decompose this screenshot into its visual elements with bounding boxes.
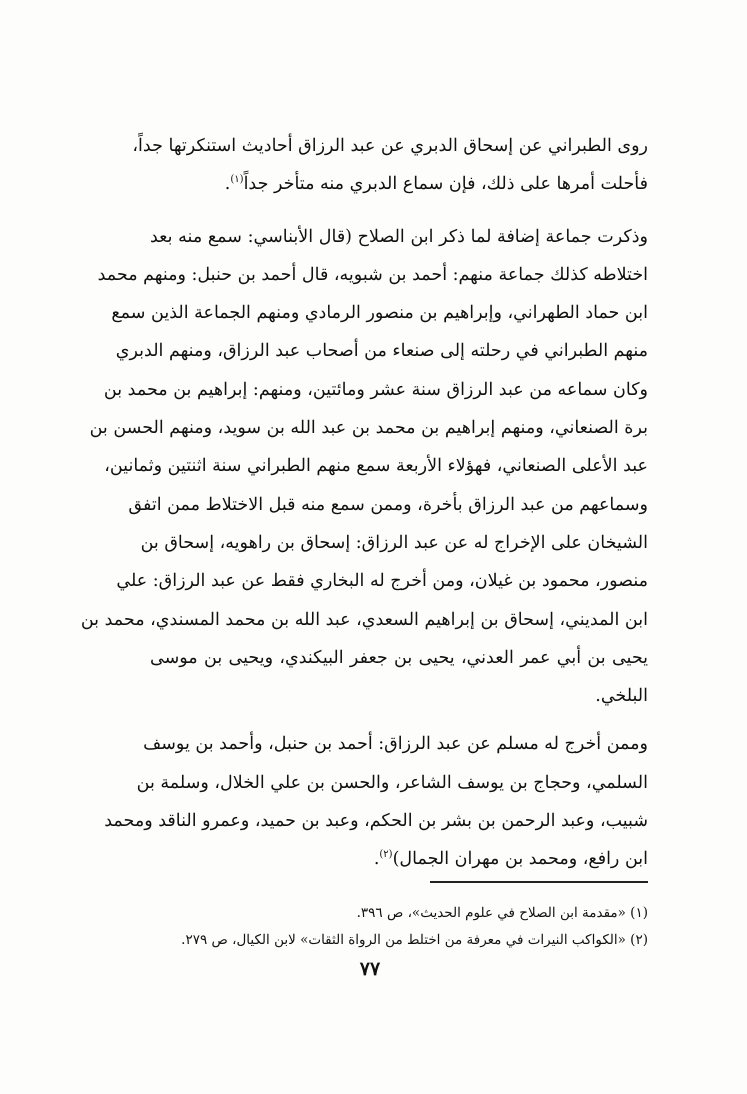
text-line-content: فأحلت أمرها على ذلك، فإن سماع الدبري منه متأخر جداً [243, 174, 648, 195]
text-line: وسماعهم من عبد الرزاق بأخرة، وممن سمع منه قبل الاختلاط ممن اتفق [128, 494, 648, 515]
sentence-end: . [224, 174, 231, 195]
footnote-ref-2: (٢) [379, 849, 393, 861]
text-line: ابن المديني، إسحاق بن إبراهيم السعدي، عبد الله بن محمد المسندي، محمد بن [80, 609, 648, 630]
paragraph-1 [132, 127, 648, 204]
text-line: عبد الأعلى الصنعاني، فهؤلاء الأربعة سمع منهم الطبراني سنة اثنتين وثمانين، [104, 456, 648, 477]
main-text [80, 127, 648, 879]
text-line-content: ابن رافع، ومحمد بن مهران الجمال) [392, 849, 648, 870]
footnote-2: (٢) «الكواكب النيرات في معرفة من اختلط من الرواة الثقات» لابن الكيال، ص ٢٧٩. [181, 932, 648, 948]
text-line: ابن حماد الطهراني، وإبراهيم بن منصور الرمادي ومنهم الجماعة الذين سمع [111, 303, 648, 324]
text-line: السلمي، وحجاج بن يوسف الشاعر، والحسن بن علي الخلال، وسلمة بن [136, 772, 648, 793]
text-line: اختلاطه كذلك جماعة منهم: أحمد بن شبويه، قال أحمد بن حنبل: ومنهم محمد [97, 264, 648, 285]
text-line: برة الصنعاني، ومنهم إبراهيم بن محمد بن عبد الله بن سويد، ومنهم الحسن بن [89, 418, 648, 439]
footnote-1: (١) «مقدمة ابن الصلاح في علوم الحديث»، ص ٣٩٦. [356, 905, 648, 921]
text-line [150, 840, 648, 878]
text-line: شبيب، وعبد الرحمن بن بشر بن الحكم، وعبد بن حميد، وعمرو الناقد ومحمد [104, 811, 648, 832]
text-line: وممن أخرج له مسلم عن عبد الرزاق: أحمد بن حنبل، وأحمد بن يوسف [143, 734, 648, 755]
sentence-end: . [373, 849, 380, 870]
text-line [150, 165, 648, 203]
text-line: روى الطبراني عن إسحاق الدبري عن عبد الرزاق أحاديث استنكرتها جداً، [132, 136, 648, 156]
paragraph-2 [80, 218, 648, 716]
text-line: الشيخان على الإخراج له عن عبد الرزاق: إسحاق بن راهويه، إسحاق بن [140, 532, 648, 553]
text-line: البلخي. [595, 686, 648, 707]
text-line: وكان سماعه من عبد الرزاق سنة عشر ومائتين، ومنهم: إبراهيم بن محمد بن [103, 379, 648, 400]
paragraph-3 [104, 725, 648, 878]
footnote-divider [430, 881, 648, 883]
page-number: ٧٧ [359, 958, 381, 980]
text-line: منصور، محمود بن غيلان، ومن أخرج له البخاري فقط عن عبد الرزاق: علي [116, 571, 648, 592]
footnote-ref-1: (١) [230, 174, 244, 186]
footnotes [150, 900, 648, 954]
text-line: وذكرت جماعة إضافة لما ذكر ابن الصلاح (قال الأبناسي: سمع منه بعد [150, 226, 648, 247]
text-line: يحيى بن أبي عمر العدني، يحيى بن جعفر البيكندي، ويحيى بن موسى [150, 647, 648, 668]
text-line: منهم الطبراني في رحلته إلى صنعاء من أصحاب عبد الرزاق، ومنهم الدبري [115, 341, 648, 362]
